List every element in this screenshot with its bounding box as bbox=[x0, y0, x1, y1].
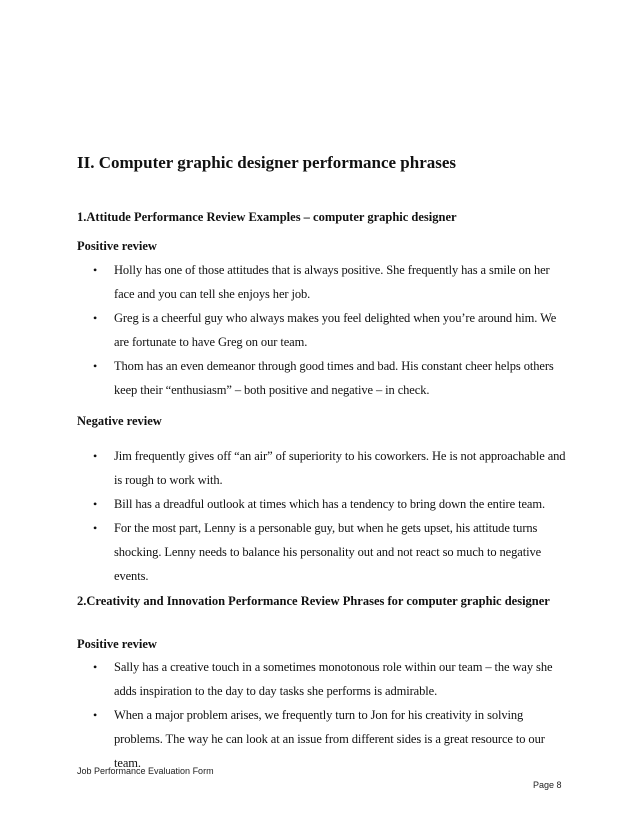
bullet-icon: • bbox=[93, 660, 98, 674]
list-item-text: Jim frequently gives off “an air” of superiority to his coworkers. He is not approachable and is rough to work with. bbox=[114, 449, 566, 487]
list-item bbox=[0, 354, 638, 402]
bullet-icon: • bbox=[93, 449, 98, 463]
list-item bbox=[0, 516, 638, 588]
section-1-heading: 1.Attitude Performance Review Examples – computer graphic designer bbox=[77, 210, 457, 224]
section-2-positive-label: Positive review bbox=[77, 637, 157, 651]
section-1-positive-list bbox=[0, 258, 638, 402]
bullet-icon: • bbox=[93, 497, 98, 511]
footer-form-name: Job Performance Evaluation Form bbox=[77, 766, 214, 776]
page-title: II. Computer graphic designer performance phrases bbox=[77, 153, 457, 172]
bullet-icon: • bbox=[93, 263, 98, 277]
list-item bbox=[0, 306, 638, 354]
section-1-negative-list bbox=[0, 444, 638, 588]
section-2-heading: 2.Creativity and Innovation Performance Review Phrases for computer graphic designer bbox=[77, 594, 550, 608]
list-item-text: Holly has one of those attitudes that is always positive. She frequently has a smile on her face and you can tell she enjoys her job. bbox=[114, 263, 550, 301]
list-item-text: Bill has a dreadful outlook at times which has a tendency to bring down the entire team. bbox=[114, 497, 546, 511]
bullet-icon: • bbox=[93, 311, 98, 325]
list-item-text: Thom has an even demeanor through good times and bad. His constant cheer helps others keep their “enthusiasm” – both positive and negative – in check. bbox=[114, 359, 554, 397]
section-2-positive-list bbox=[0, 655, 638, 775]
list-item bbox=[0, 444, 638, 492]
list-item bbox=[0, 655, 638, 703]
bullet-icon: • bbox=[93, 708, 98, 722]
list-item bbox=[0, 258, 638, 306]
list-item-text: Sally has a creative touch in a sometimes monotonous role within our team – the way she adds inspiration to the day to day tasks she performs is admirable. bbox=[114, 660, 553, 698]
list-item-text: Greg is a cheerful guy who always makes you feel delighted when you’re around him. We are fortunate to have Greg on our team. bbox=[114, 311, 557, 349]
page-number: Page 8 bbox=[533, 780, 562, 790]
bullet-icon: • bbox=[93, 359, 98, 373]
section-1-positive-label: Positive review bbox=[77, 239, 157, 253]
section-1-negative-label: Negative review bbox=[77, 414, 162, 428]
bullet-icon: • bbox=[93, 521, 98, 535]
list-item-text: For the most part, Lenny is a personable guy, but when he gets upset, his attitude turns shocking. Lenny needs to balance his personality out and not react so much to negative events. bbox=[114, 521, 542, 583]
list-item bbox=[0, 492, 638, 516]
list-item-text: When a major problem arises, we frequently turn to Jon for his creativity in solving problems. The way he can look at an issue from different sides is a great resource to our team. bbox=[114, 708, 545, 770]
list-item bbox=[0, 703, 638, 775]
